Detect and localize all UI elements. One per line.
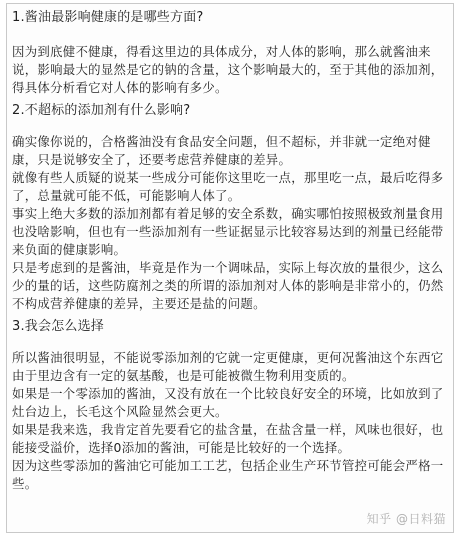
- section-2-heading: 2.不超标的添加剂有什么影响?: [12, 103, 191, 118]
- section-1-paragraph-1: 因为到底健不健康，得看这里边的具体成分，对人体的影响，那么就酱油来说，影响最大的显然是它的钠的含量，这个影响最大的，至于其他的添加剂，得具体分析看它对人体的影响有多少。: [12, 44, 444, 95]
- article-page: [6, 3, 454, 533]
- spacer: [12, 28, 448, 43]
- section-3-heading: 3.我会怎么选择: [12, 319, 105, 334]
- section-3-paragraph-1: 所以酱油很明显，不能说零添加剂的它就一定更健康，更何况酱油这个东西它由于里边含有一定的氨基酸，也是可能被微生物利用变质的。: [12, 350, 444, 383]
- section-2-paragraph-4: 只是考虑到的是酱油，毕竟是作为一个调味品，实际上每次放的量很少，这么少的量的话，这些防腐剂之类的所谓的添加剂对人体的影响是非常小的，仍然不构成营养健康的差异，主要还是盐的问题。: [12, 260, 444, 311]
- article-content: [12, 8, 448, 493]
- watermark-text: 知乎 @日料猫: [366, 512, 446, 526]
- spacer: [12, 337, 448, 349]
- section-3-paragraph-2: 如果是一个零添加的酱油，又没有放在一个比较良好安全的环境，比如放到了灶台边上，长毛这个风险显然会更大。: [12, 386, 444, 419]
- zhihu-watermark: [367, 510, 446, 527]
- section-2-paragraph-3: 事实上绝大多数的添加剂都有着足够的安全系数，确实哪怕按照极致剂量食用也没啥影响，但也有一些添加剂有一些证据显示比较容易达到的剂量已经能带来负面的健康影响。: [12, 206, 444, 257]
- section-2-paragraph-2: 就像有些人质疑的说某一些成分可能你这里吃一点，那里吃一点，最后吃得多了，总量就可能不低，可能影响人体了。: [12, 170, 444, 203]
- spacer: [12, 121, 448, 133]
- section-3-paragraph-3: 如果是我来选，我肯定首先要看它的盐含量，在盐含量一样，风味也很好，也能接受溢价，选择0添加的酱油，可能是比较好的一个选择。: [12, 422, 444, 455]
- section-2-paragraph-1: 确实像你说的，合格酱油没有食品安全问题，但不超标，并非就一定绝对健康，只是说够安全了，还要考虑营养健康的差异。: [12, 134, 431, 167]
- section-3-paragraph-4: 因为这些零添加的酱油它可能加工工艺，包括企业生产环节管控可能会严格一些。: [12, 458, 444, 491]
- section-1-heading: 1.酱油最影响健康的是哪些方面?: [12, 10, 204, 25]
